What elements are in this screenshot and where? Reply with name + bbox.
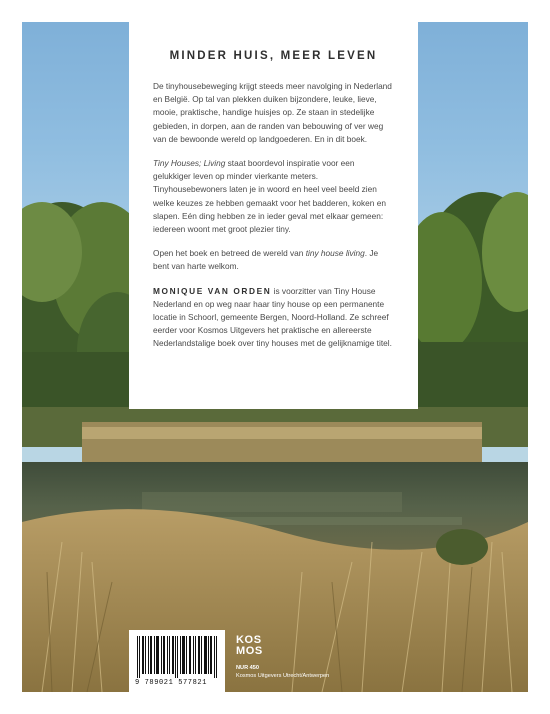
book-paragraph (153, 157, 394, 236)
logo-line-1: KOS (236, 634, 262, 646)
invite-end: . Je bent van harte welkom. (153, 248, 379, 272)
logo-line-2: MOS (236, 644, 263, 657)
text-panel (129, 22, 418, 409)
barcode-box (129, 630, 225, 692)
invite-start: Open het boek en betreed de wereld van (153, 248, 306, 259)
back-cover (22, 22, 528, 692)
isbn-number: 9 789021 577821 (135, 679, 208, 687)
publisher-line: Kosmos Uitgevers Utrecht/Antwerpen (236, 673, 330, 679)
author-paragraph (153, 285, 394, 351)
book-paragraph-text: staat boordevol inspiratie voor een gelukkiger leven op minder vierkante meters. Tinyhousebewoners laten je in woord en heel veel beeld zien welke keuzes ze hebben gemaakt voor het badderen, koken en slapen. Eén ding hebben ze in ieder geval met elkaar gemeen: iedereen woont met groot plezier tiny. (153, 158, 386, 235)
author-name: MONIQUE VAN ORDEN (153, 285, 272, 296)
invite-paragraph (153, 247, 394, 273)
heading: MINDER HUIS, MEER LEVEN (169, 50, 378, 62)
invite-italic: tiny house living (305, 248, 365, 259)
author-bio: is voorzitter van Tiny House Nederland en op weg naar haar tiny house op een permanente locatie in Schoorl, gemeente Bergen, Noord-Holland. Ze schreef eerder voor Kosmos Uitgevers het praktische en allereerste Nederlandstalige boek over tiny houses met de gelijknamige titel. (153, 285, 392, 349)
book-title: Tiny Houses; Living (153, 158, 226, 169)
kosmos-logo (236, 635, 276, 656)
right-trees (402, 192, 528, 442)
barcode-icon (135, 636, 219, 678)
nur-code: NUR 450 (236, 665, 260, 671)
intro-paragraph: De tinyhousebeweging krijgt steeds meer navolging in Nederland en België. Op tal van plekken duiken bijzondere, leuke, lieve, mooie, praktische, handige huisjes op. Ze staan in stedelijke gebieden, in dorpen, aan de randen van bebouwing of ver weg van de bewoonde wereld op landgoederen. En in dit boek. (153, 81, 392, 144)
